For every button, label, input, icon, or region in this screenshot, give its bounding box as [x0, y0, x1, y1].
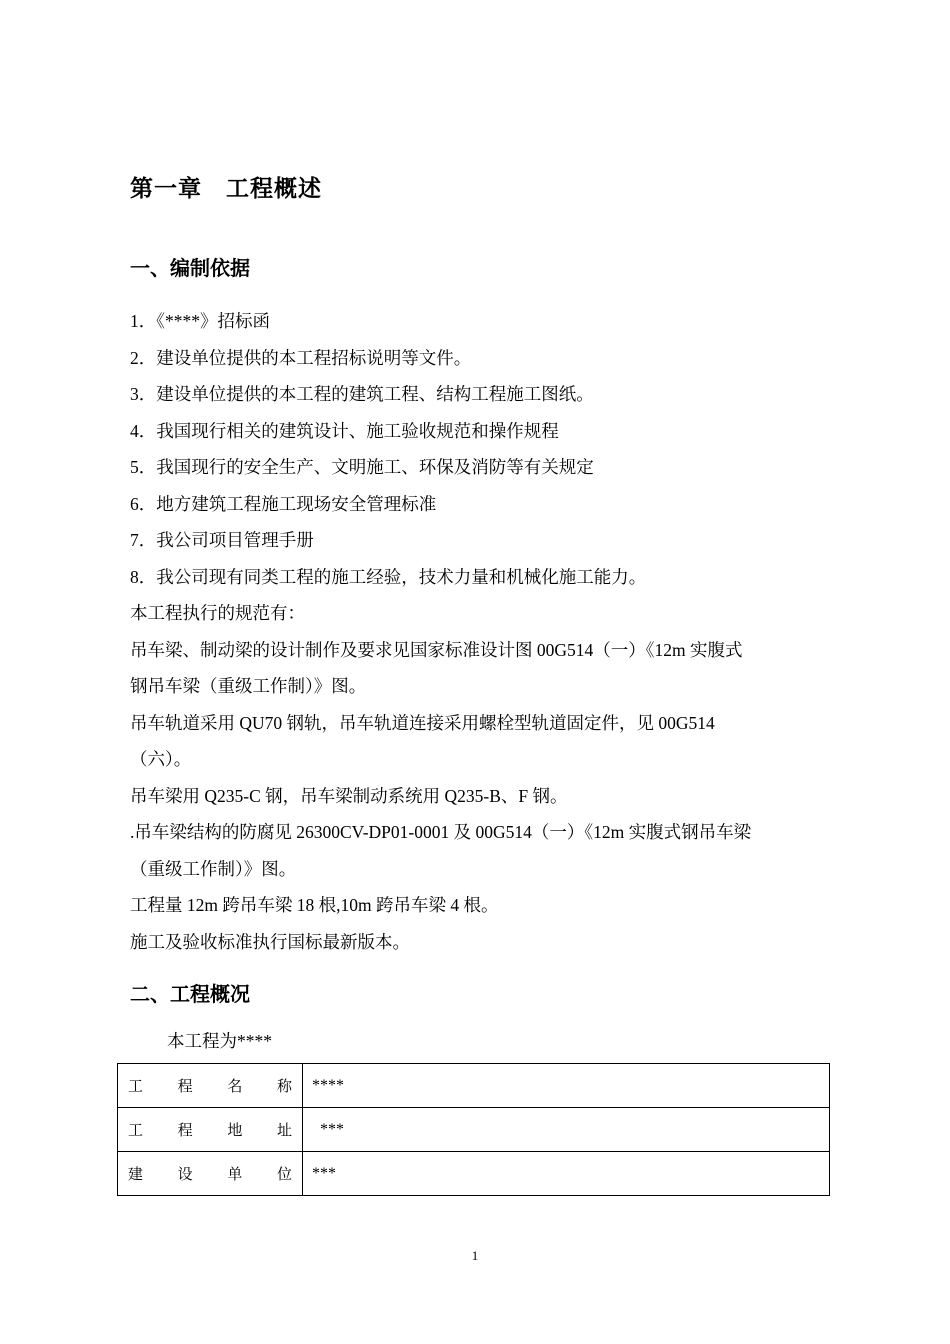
label-char: 工 [128, 1077, 144, 1095]
label-char: 名 [227, 1077, 243, 1095]
label-char: 单 [227, 1165, 243, 1183]
table-value-cell: **** [303, 1064, 830, 1108]
label-char: 设 [177, 1165, 193, 1183]
list-item: 5．我国现行的安全生产、文明施工、环保及消防等有关规定 [130, 457, 594, 477]
paragraph: 吊车梁、制动梁的设计制作及要求见国家标准设计图 00G514（一）《12m 实腹式 [130, 639, 743, 660]
paragraph: 施工及验收标准执行国标最新版本。 [130, 931, 410, 952]
label-char: 位 [276, 1165, 292, 1183]
table-row [118, 1152, 830, 1196]
section-title-overview: 二、工程概况 [130, 982, 250, 1006]
label-char: 工 [128, 1121, 144, 1139]
paragraph: 吊车轨道采用 QU70 钢轨，吊车轨道连接采用螺栓型轨道固定件，见 00G514 [130, 712, 715, 733]
overview-intro: 本工程为**** [167, 1031, 272, 1051]
label-char: 地 [227, 1121, 243, 1139]
list-item: 2．建设单位提供的本工程招标说明等文件。 [130, 347, 472, 368]
paragraph: （重级工作制）》图。 [130, 858, 297, 879]
table-value-cell: *** [303, 1152, 830, 1196]
paragraph: 工程量 12m 跨吊车梁 18 根,10m 跨吊车梁 4 根。 [130, 895, 499, 915]
table-label-cell [118, 1064, 303, 1108]
list-item: 4．我国现行相关的建筑设计、施工验收规范和操作规程 [130, 420, 559, 441]
table-value-cell: *** [303, 1108, 830, 1152]
paragraph: 钢吊车梁（重级工作制）》图。 [130, 676, 367, 696]
label-char: 址 [276, 1121, 292, 1139]
section-title-basis: 一、编制依据 [130, 256, 250, 280]
table-row [118, 1108, 830, 1152]
page-number: 1 [471, 1248, 479, 1263]
label-char: 建 [128, 1165, 144, 1183]
chapter-title: 第一章 工程概述 [130, 176, 322, 202]
list-item: 7．我公司项目管理手册 [130, 530, 314, 550]
list-item: 1．《****》招标函 [130, 311, 270, 331]
paragraph: 本工程执行的规范有： [130, 603, 305, 623]
table-label-cell [118, 1108, 303, 1152]
label-char: 程 [177, 1121, 193, 1139]
paragraph: 吊车梁用 Q235-C 钢，吊车梁制动系统用 Q235-B、F 钢。 [130, 785, 568, 806]
paragraph: .吊车梁结构的防腐见 26300CV-DP01-0001 及 00G514（一）《12m 实腹式钢吊车梁 [130, 822, 752, 842]
label-char: 称 [276, 1077, 292, 1095]
list-item: 6．地方建筑工程施工现场安全管理标准 [130, 493, 437, 514]
list-item: 8．我公司现有同类工程的施工经验，技术力量和机械化施工能力。 [130, 566, 647, 587]
list-item: 3．建设单位提供的本工程的建筑工程、结构工程施工图纸。 [130, 384, 594, 404]
basis-list [130, 303, 830, 960]
label-char: 程 [177, 1077, 193, 1095]
paragraph: （六）。 [130, 749, 192, 769]
table-row [118, 1064, 830, 1108]
project-info-table [117, 1063, 830, 1196]
table-label-cell [118, 1152, 303, 1196]
